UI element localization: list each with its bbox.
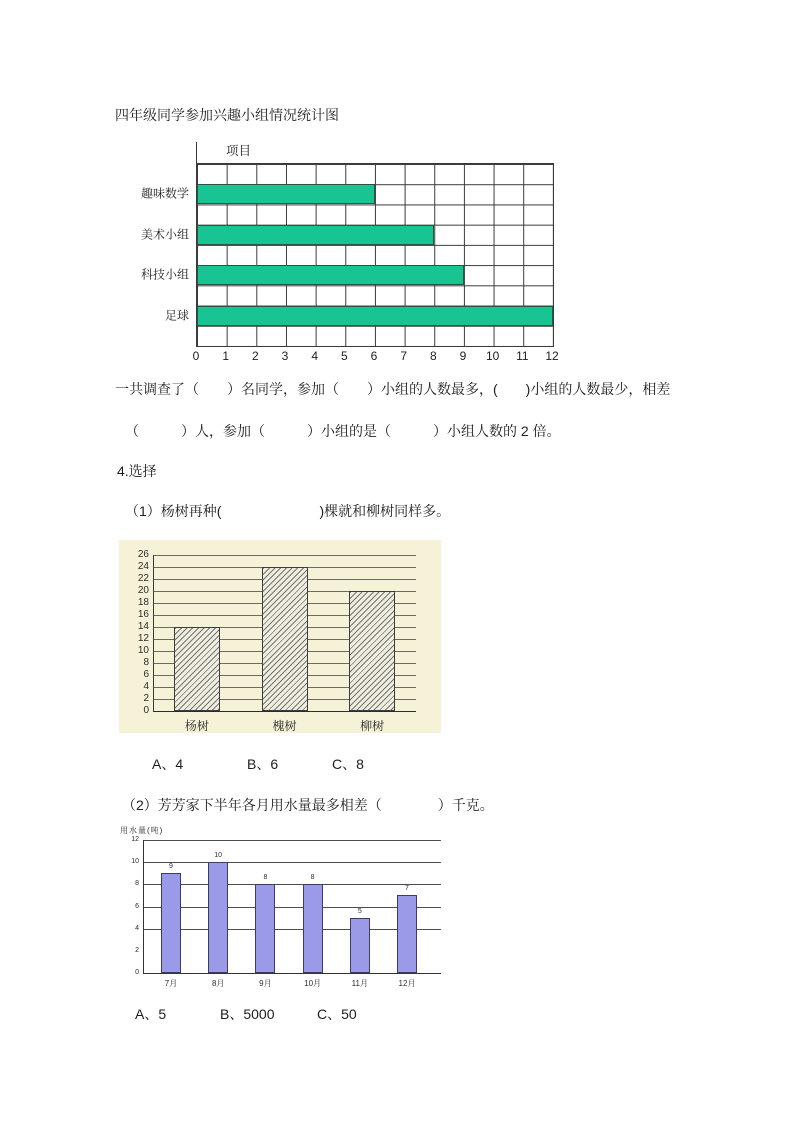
y-tick-label: 20 bbox=[137, 585, 149, 596]
x-category-label: 8月 bbox=[211, 979, 225, 988]
y-tick-label: 8 bbox=[135, 880, 139, 888]
x-axis-line bbox=[143, 973, 441, 974]
bar-科技小组 bbox=[197, 265, 464, 285]
q4-1-option-b: B、6 bbox=[247, 756, 279, 772]
x-tick-label: 12 bbox=[545, 349, 559, 363]
category-axis-label: 项目 bbox=[226, 144, 252, 158]
x-tick-label: 9 bbox=[459, 349, 467, 363]
water-usage-chart bbox=[118, 824, 450, 994]
x-tick-label: 0 bbox=[192, 349, 200, 363]
y-tick-label: 24 bbox=[137, 561, 149, 572]
bar-趣味数学 bbox=[197, 184, 375, 204]
bar-value-label: 8 bbox=[263, 874, 268, 882]
x-category-label: 12月 bbox=[398, 979, 416, 988]
y-tick-label: 0 bbox=[135, 969, 139, 976]
x-category-label: 柳树 bbox=[360, 719, 385, 733]
x-category-label: 9月 bbox=[259, 979, 272, 988]
x-tick-label: 8 bbox=[429, 349, 437, 363]
y-tick-label: 2 bbox=[143, 693, 149, 704]
y-axis-line bbox=[153, 555, 154, 711]
bar-value-label: 7 bbox=[405, 885, 409, 893]
y-tick-label: 12 bbox=[131, 836, 139, 843]
x-tick-label: 10 bbox=[485, 349, 500, 363]
question-4-heading: 4.选择 bbox=[117, 463, 157, 479]
grid-line bbox=[153, 555, 416, 556]
x-axis-line bbox=[153, 711, 416, 712]
question-4-2-text: （2）芳芳家下半年各月用水量最多相差（ ）千克。 bbox=[122, 797, 494, 813]
bar-槐树 bbox=[262, 567, 308, 711]
y-tick-label: 8 bbox=[143, 657, 149, 668]
x-tick-label: 11 bbox=[516, 349, 529, 363]
row-label: 足球 bbox=[164, 308, 189, 323]
q4-1-option-a: A、4 bbox=[152, 756, 184, 772]
interest-groups-chart bbox=[115, 140, 585, 372]
y-tick-label: 6 bbox=[143, 669, 149, 680]
bar-10月 bbox=[303, 884, 323, 973]
y-tick-label: 12 bbox=[137, 633, 149, 644]
y-tick-label: 0 bbox=[143, 705, 149, 716]
grid-line bbox=[143, 862, 441, 863]
trees-chart bbox=[119, 540, 441, 733]
q4-2-option-a: A、5 bbox=[135, 1006, 167, 1022]
y-tick-label: 14 bbox=[137, 621, 149, 632]
x-tick-label: 7 bbox=[400, 349, 407, 363]
y-tick-label: 2 bbox=[135, 946, 139, 954]
row-label: 趣味数学 bbox=[140, 186, 189, 201]
y-tick-label: 22 bbox=[137, 573, 149, 584]
y-tick-label: 26 bbox=[137, 549, 149, 560]
y-tick-label: 10 bbox=[131, 858, 139, 866]
x-tick-label: 4 bbox=[311, 349, 318, 363]
bar-足球 bbox=[197, 306, 553, 326]
x-category-label: 7月 bbox=[164, 979, 178, 988]
bar-value-label: 9 bbox=[169, 863, 173, 871]
fill-blank-line-1: 一共调查了（ ）名同学，参加（ ）小组的人数最多，( )小组的人数最少，相差 bbox=[115, 381, 671, 397]
section-title: 四年级同学参加兴趣小组情况统计图 bbox=[115, 107, 339, 123]
x-tick-label: 6 bbox=[370, 349, 378, 363]
q4-2-option-c: C、50 bbox=[317, 1006, 357, 1022]
x-category-label: 槐树 bbox=[272, 719, 297, 733]
grid-line bbox=[143, 884, 441, 885]
x-category-label: 杨树 bbox=[184, 719, 209, 733]
y-axis-title: 用水量(吨) bbox=[120, 826, 164, 835]
bar-9月 bbox=[255, 884, 275, 973]
y-axis-line bbox=[143, 840, 144, 973]
x-tick-label: 1 bbox=[222, 349, 229, 363]
row-label: 科技小组 bbox=[140, 267, 189, 282]
bar-12月 bbox=[397, 895, 417, 973]
x-tick-label: 3 bbox=[281, 349, 289, 363]
question-4-1-text: （1）杨树再种( )棵就和柳树同样多。 bbox=[125, 503, 451, 519]
fill-blank-line-2: （ ）人，参加（ ）小组的是（ ）小组人数的 2 倍。 bbox=[125, 423, 561, 439]
y-tick-label: 16 bbox=[137, 609, 149, 620]
bar-8月 bbox=[208, 862, 228, 973]
chart-grid bbox=[196, 163, 554, 347]
x-tick-label: 2 bbox=[251, 349, 259, 363]
y-axis-line bbox=[196, 142, 197, 163]
bar-杨树 bbox=[174, 627, 220, 711]
x-category-label: 11月 bbox=[351, 979, 368, 988]
bar-11月 bbox=[350, 918, 370, 973]
y-tick-label: 18 bbox=[137, 597, 149, 608]
y-tick-label: 10 bbox=[137, 645, 149, 656]
q4-2-option-b: B、5000 bbox=[220, 1006, 275, 1022]
y-tick-label: 4 bbox=[143, 681, 149, 692]
x-tick-label: 5 bbox=[340, 349, 348, 363]
q4-1-option-c: C、8 bbox=[332, 756, 364, 772]
row-label: 美术小组 bbox=[140, 227, 189, 242]
grid-line bbox=[143, 840, 441, 841]
y-tick-label: 6 bbox=[135, 902, 139, 910]
bar-7月 bbox=[161, 873, 181, 973]
bar-美术小组 bbox=[197, 225, 434, 245]
y-tick-label: 4 bbox=[135, 924, 139, 932]
bar-value-label: 8 bbox=[310, 874, 315, 882]
bar-value-label: 10 bbox=[214, 852, 223, 860]
bar-value-label: 5 bbox=[357, 907, 362, 915]
x-category-label: 10月 bbox=[304, 979, 322, 988]
bar-柳树 bbox=[349, 591, 395, 711]
